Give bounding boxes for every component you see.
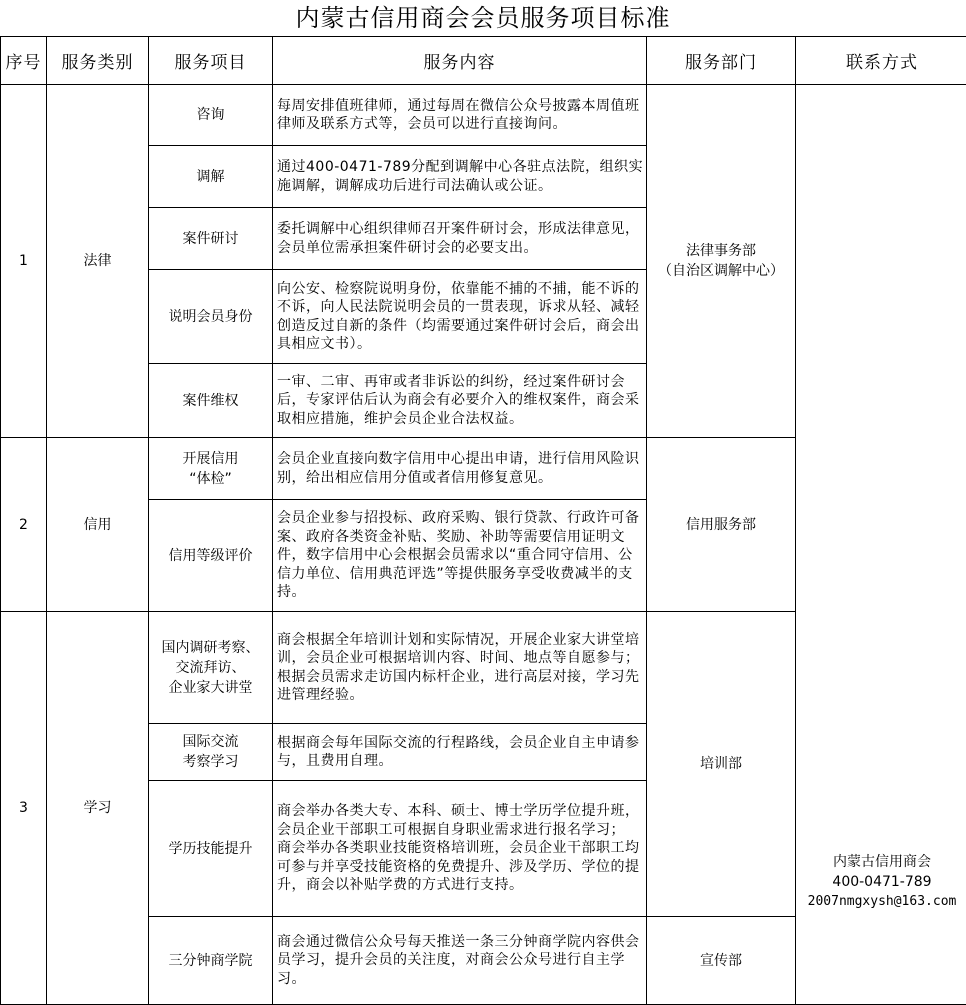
service-department: 信用服务部 (647, 438, 796, 612)
contact-cell (796, 85, 966, 1005)
group-category: 学习 (47, 612, 149, 1005)
group-category: 法律 (47, 85, 149, 438)
service-table (0, 36, 966, 1005)
contact-org: 内蒙古信用商会 (796, 852, 966, 872)
service-content: 根据商会每年国际交流的行程路线，会员企业自主申请参与，且费用自理。 (273, 724, 647, 781)
header-category: 服务类别 (47, 37, 149, 85)
service-item: 说明会员身份 (149, 270, 273, 364)
service-content: 商会根据全年培训计划和实际情况，开展企业家大讲堂培训，会员企业可根据培训内容、时间、地点等自愿参与； 根据会员需求走访国内标杆企业，进行高层对接，学习先进管理经验。 (273, 612, 647, 724)
header-item: 服务项目 (149, 37, 273, 85)
service-content: 商会举办各类大专、本科、硕士、博士学历学位提升班，会员企业干部职工可根据自身职业需求进行报名学习； 商会举办各类职业技能资格培训班，会员企业干部职工均可参与并享受技能资格的免费提升、涉及学历、学位的提升，商会以补贴学费的方式进行支持。 (273, 781, 647, 917)
service-item: 开展信用 “体检” (149, 438, 273, 500)
service-item: 国际交流 考察学习 (149, 724, 273, 781)
page-title: 内蒙古信用商会会员服务项目标准 (0, 0, 966, 36)
group-category: 信用 (47, 438, 149, 612)
table-row (1, 85, 966, 146)
service-item: 咨询 (149, 85, 273, 146)
group-seq: 1 (1, 85, 47, 438)
service-content: 向公安、检察院说明身份，依靠能不捕的不捕，能不诉的不诉，向人民法院说明会员的一贯表现，诉求从轻、减轻创造反过自新的条件（均需要通过案件研讨会后，商会出具相应文书）。 (273, 270, 647, 364)
service-content: 会员企业直接向数字信用中心提出申请，进行信用风险识别，给出相应信用分值或者信用修复意见。 (273, 438, 647, 500)
contact-phone: 400-0471-789 (796, 872, 966, 892)
service-content: 商会通过微信公众号每天推送一条三分钟商学院内容供会员学习，提升会员的关注度，对商会公众号进行自主学习。 (273, 917, 647, 1005)
contact-email: 2007nmgxysh@163.com (796, 892, 966, 912)
header-contact: 联系方式 (796, 37, 966, 85)
header-content: 服务内容 (273, 37, 647, 85)
service-item: 三分钟商学院 (149, 917, 273, 1005)
header-seq: 序号 (1, 37, 47, 85)
service-item: 案件研讨 (149, 208, 273, 270)
service-content: 一审、二审、再审或者非诉讼的纠纷，经过案件研讨会后，专家评估后认为商会有必要介入的维权案件，商会采取相应措施，维护会员企业合法权益。 (273, 364, 647, 438)
service-content: 每周安排值班律师，通过每周在微信公众号披露本周值班律师及联系方式等，会员可以进行直接询问。 (273, 85, 647, 146)
service-content: 委托调解中心组织律师召开案件研讨会，形成法律意见，会员单位需承担案件研讨会的必要支出。 (273, 208, 647, 270)
service-department: 法律事务部 （自治区调解中心） (647, 85, 796, 438)
service-item: 国内调研考察、 交流拜访、 企业家大讲堂 (149, 612, 273, 724)
table-header-row (1, 37, 966, 85)
service-item: 学历技能提升 (149, 781, 273, 917)
service-department: 培训部 (647, 612, 796, 917)
header-department: 服务部门 (647, 37, 796, 85)
service-item: 信用等级评价 (149, 500, 273, 612)
service-item: 调解 (149, 146, 273, 208)
service-item: 案件维权 (149, 364, 273, 438)
service-content: 会员企业参与招投标、政府采购、银行贷款、行政许可备案、政府各类资金补贴、奖励、补助等需要信用证明文件，数字信用中心会根据会员需求以“重合同守信用、公信力单位、信用典范评选”等提供服务享受收费减半的支持。 (273, 500, 647, 612)
group-seq: 3 (1, 612, 47, 1005)
service-content: 通过400-0471-789分配到调解中心各驻点法院，组织实施调解，调解成功后进行司法确认或公证。 (273, 146, 647, 208)
service-department: 宣传部 (647, 917, 796, 1005)
group-seq: 2 (1, 438, 47, 612)
